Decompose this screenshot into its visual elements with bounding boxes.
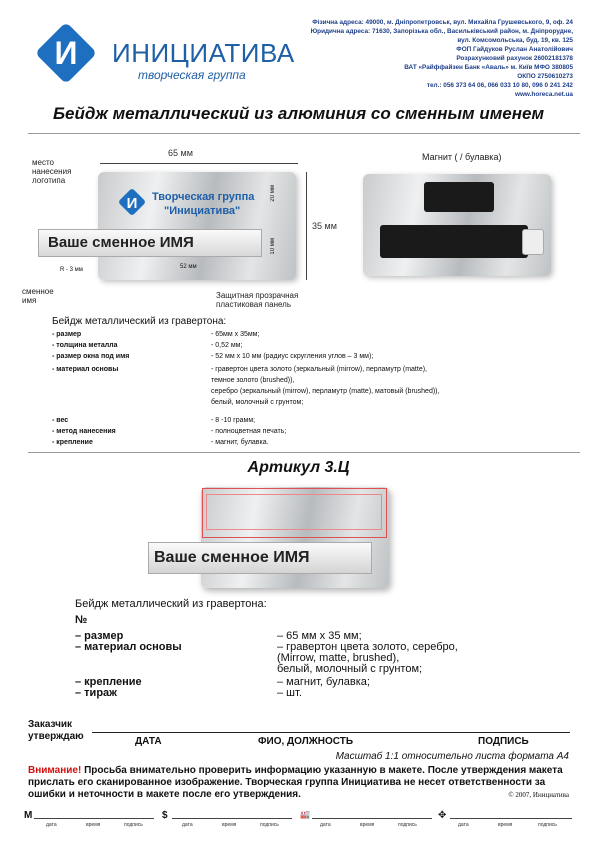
- protective-panel-label: Защитная прозрачная пластиковая панель: [216, 291, 299, 309]
- width-dimension-line: [100, 163, 298, 164]
- width-dimension: 65 мм: [168, 148, 193, 158]
- approve-label: Заказчик утверждаю: [28, 719, 84, 742]
- svg-text:И: И: [126, 195, 138, 212]
- sign-strip: М дата время подпись $ дата время подпись 🏭 дата время подпись ✥ дата время подпись: [24, 810, 574, 832]
- address-line: тел.: 056 373 64 06, 066 033 10 80, 096 0 241 242: [426, 82, 573, 89]
- changeable-name-label: сменное имя: [22, 287, 54, 305]
- dimension-20: 20 мм: [270, 185, 276, 202]
- company-address: [283, 18, 573, 99]
- logo-diamond-icon: [33, 20, 99, 86]
- divider: [28, 452, 580, 453]
- address-line: ОКПО 2750610273: [517, 73, 573, 80]
- sign-mark: М: [24, 810, 33, 821]
- address-line: Розрахунковий рахунок 26002181378: [456, 55, 573, 62]
- address-line: Фізична адреса: 49000, м. Дніпропетровськ, вул. Михайла Грушевського, 9, оф. 24: [312, 19, 573, 26]
- specs-table: - размер - 65мм х 35мм; - толщина металла - 0,52 мм; - размер окна под имя - 52 мм х 10 мм (радиус скругления углов – 3 мм); - материал основы - гравертон цвета золото (зеркальный (mirrow), перламутр (matte), темное золото (brushed)), серебро (зеркальный (mirrow), перламутр (matte), матовый (brushed)), белый, молочный с грунтом; - вес - 8 -10 грамм; - метод нанесения - полноцветная печать; - крепление - магнит, булавка.: [52, 331, 440, 446]
- signature-line: [92, 732, 570, 733]
- number-label: №: [75, 614, 88, 626]
- badge-text-line1: Творческая группа: [152, 191, 255, 203]
- height-dimension: 35 мм: [312, 221, 337, 231]
- name-insert-text: Ваше сменное ИМЯ: [48, 234, 194, 251]
- dimension-10: 10 мм: [270, 238, 276, 255]
- insert-tab: [522, 229, 544, 255]
- warning-text: Внимание! Просьба внимательно проверить информацию указанную в макете. После утверждения макета прислать его сканированное изображение. Творческая группа Инициатива не несет ответственности за ошибки и неточности в макете после его утверждения.: [28, 765, 563, 800]
- article-name-text: Ваше сменное ИМЯ: [154, 549, 310, 566]
- factory-icon: 🏭: [300, 810, 310, 819]
- logo-letter: И: [54, 35, 78, 71]
- logo-subtitle: творческая группа: [138, 68, 246, 82]
- page-title: Бейдж металлический из алюминия со сменным именем: [52, 104, 545, 123]
- address-line: вул. Комсомольська, буд. 19, кв. 125: [457, 37, 573, 44]
- sign-mark: $: [162, 810, 168, 821]
- magnet-label: Магнит ( / булавка): [422, 152, 502, 162]
- article-specs-table: – размер – 65 мм х 35 мм; – материал основы – гравертон цвета золото, серебро, (Mirrow, matte, brushed), белый, молочный с грунтом; – крепление – магнит, булавка; – тираж – шт.: [75, 630, 458, 699]
- divider: [28, 133, 580, 134]
- article-specs-title: Бейдж металлический из гравертона:: [75, 598, 267, 610]
- signature-column-label: ПОДПИСЬ: [478, 736, 529, 747]
- scale-note: Масштаб 1:1 относительно листа формата А4: [335, 751, 569, 762]
- copyright: © 2007, Инициатива: [508, 791, 569, 799]
- article-title: Артикул 3.Ц: [247, 459, 350, 476]
- address-line: ФОП Гайдуков Руслан Анатолійович: [456, 46, 573, 53]
- magnet-slot: [424, 182, 494, 212]
- address-line: www.horeca.net.ua: [514, 91, 573, 98]
- date-column-label: ДАТА: [135, 736, 162, 747]
- badge-logo-icon: [116, 186, 148, 218]
- dimension-52: 52 мм: [180, 264, 197, 270]
- dimension-radius: R - 3 мм: [60, 267, 83, 273]
- logo-name: ИНИЦИАТИВА: [112, 38, 295, 68]
- badge-text-line2: "Инициатива": [164, 205, 241, 217]
- name-column-label: ФИО, ДОЛЖНОСТЬ: [258, 736, 354, 747]
- specs-title: Бейдж металлический из гравертона:: [52, 316, 227, 327]
- logo-place-label: место нанесения логотипа: [32, 158, 72, 185]
- compass-icon: ✥: [438, 810, 447, 821]
- address-line: Юридична адреса: 71630, Запорізька обл., Васильківський район, м. Дніпрорудне,: [310, 28, 573, 35]
- back-name-slot: [380, 225, 528, 258]
- print-area-inner: [206, 494, 382, 530]
- address-line: ВАТ «Райффайзен Банк «Аваль» м. Київ МФО 380805: [404, 64, 573, 71]
- height-dimension-line: [306, 172, 307, 280]
